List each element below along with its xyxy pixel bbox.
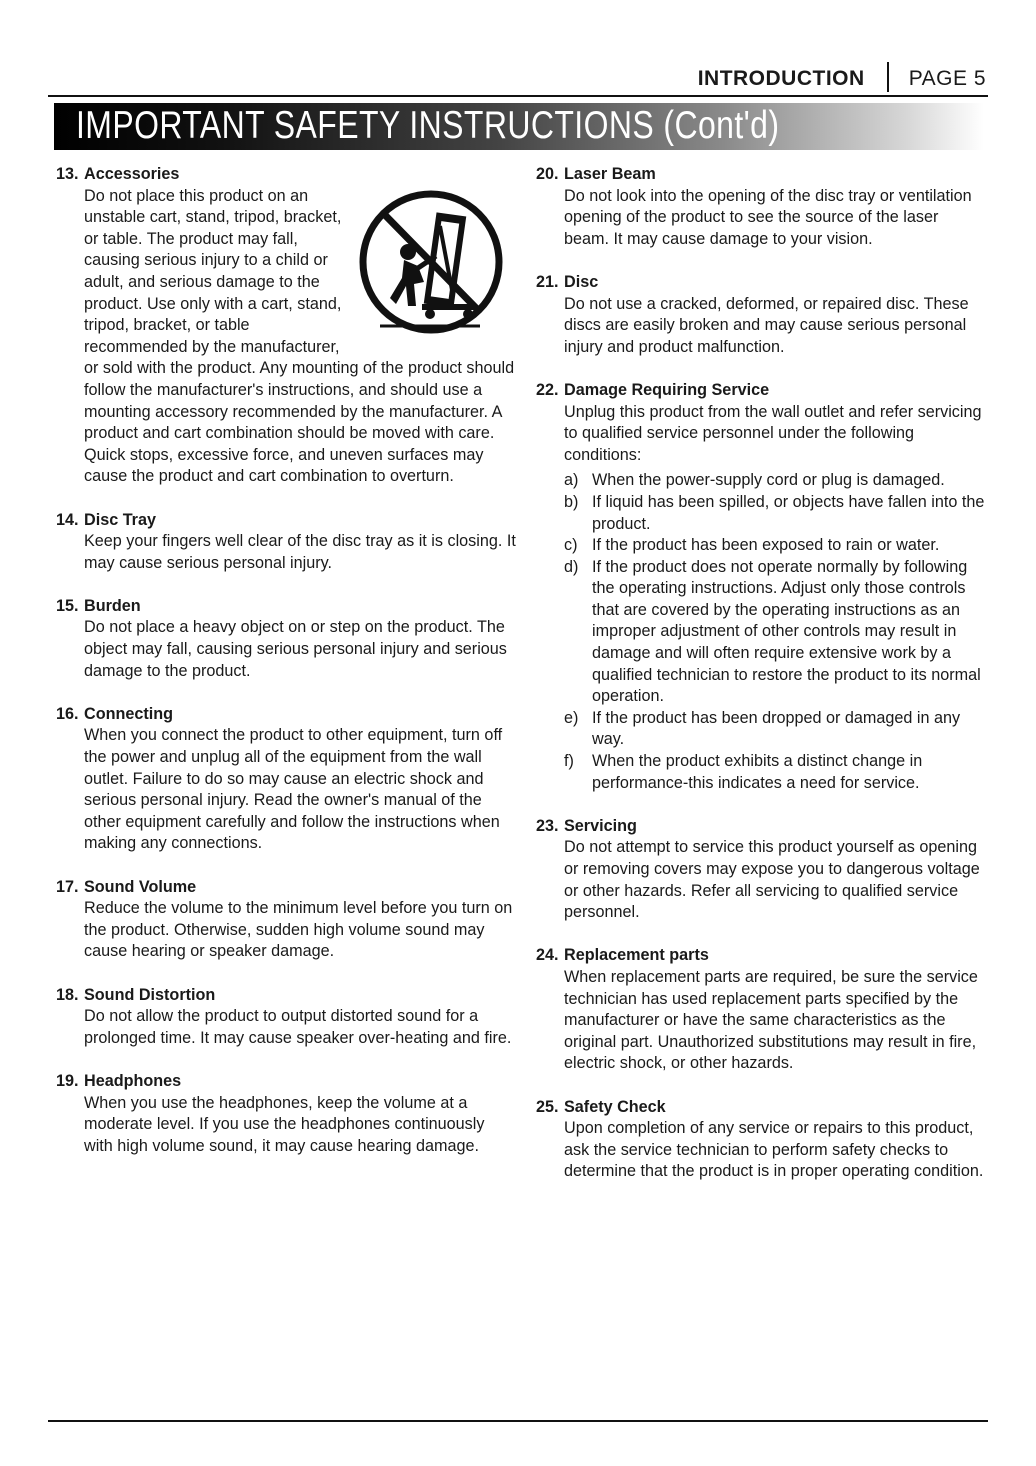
condition-letter: d) <box>564 557 579 576</box>
item-title: Connecting <box>84 704 174 723</box>
item-number: 25. <box>536 1097 559 1116</box>
condition-item <box>564 751 986 794</box>
item-body: Reduce the volume to the minimum level before you turn on the product. Otherwise, sudden high volume sound may cause hearing or speaker damage. <box>84 899 513 961</box>
item-25 <box>536 1097 986 1183</box>
condition-item <box>564 708 986 751</box>
item-13 <box>56 164 516 488</box>
condition-text: When the product exhibits a distinct change in performance-this indicates a need for service. <box>592 752 923 792</box>
item-body: Do not use a cracked, deformed, or repaired disc. These discs are easily broken and may cause serious personal injury and product malfunction. <box>564 294 969 356</box>
item-17 <box>56 877 516 963</box>
condition-item <box>564 557 986 708</box>
item-22 <box>536 380 986 794</box>
item-16 <box>56 704 516 855</box>
condition-letter: c) <box>564 536 578 555</box>
condition-letter: e) <box>564 708 579 727</box>
header-divider <box>887 62 889 92</box>
condition-letter: f) <box>564 752 574 771</box>
item-number: 21. <box>536 272 559 291</box>
condition-letter: b) <box>564 492 579 511</box>
item-body: Do not place this product on an unstable cart, stand, tripod, bracket, or table. The product may fall, causing serious injury to a child or adult, and serious damage to the product. Use only with a cart, stand, tripod, bracket, or table recommended by the manufacturer, or sold with the product. Any mounting of the product should follow the manufacturer's instructions, and should use a mounting accessory recommended by the manufacturer. A product and cart combination should be moved with care. Quick stops, excessive force, and uneven surfaces may cause the product and cart combination to overturn. <box>84 186 515 486</box>
item-title: Accessories <box>84 165 180 183</box>
item-title: Replacement parts <box>564 946 709 965</box>
item-23 <box>536 816 986 924</box>
condition-item <box>564 535 986 557</box>
cart-warning-icon <box>356 186 506 338</box>
condition-text: If the product has been dropped or damaged in any way. <box>592 708 961 749</box>
item-body: When you use the headphones, keep the volume at a moderate level. If you use the headphones continuously with high volume sound, it may cause hearing damage. <box>84 1093 485 1155</box>
item-18 <box>56 985 516 1050</box>
item-body: Do not allow the product to output distorted sound for a prolonged time. It may cause speaker over-heating and fire. <box>84 1007 512 1047</box>
item-title: Headphones <box>84 1071 182 1090</box>
condition-text: If the product has been exposed to rain or water. <box>592 536 940 555</box>
item-number: 16. <box>56 704 79 723</box>
item-body: Keep your fingers well clear of the disc tray as it is closing. It may cause serious personal injury. <box>84 532 516 572</box>
item-title: Disc <box>564 272 599 291</box>
top-rule <box>48 95 988 97</box>
item-21 <box>536 272 986 358</box>
item-title: Disc Tray <box>84 510 156 529</box>
condition-text: If the product does not operate normally by following the operating instructions. Adjust only those controls that are covered by the operating instructions as an improper adjustment of other controls may result in damage and will often require extensive work by a qualified technician to restore the product to its normal operation. <box>592 557 981 706</box>
item-number: 19. <box>56 1071 79 1090</box>
condition-letter: a) <box>564 471 579 490</box>
item-15 <box>56 596 516 682</box>
item-number: 17. <box>56 877 79 896</box>
item-number: 13. <box>56 165 79 183</box>
condition-text: If liquid has been spilled, or objects have fallen into the product. <box>592 492 985 533</box>
item-number: 20. <box>536 165 559 183</box>
item-title: Laser Beam <box>564 165 656 183</box>
item-title: Damage Requiring Service <box>564 380 770 399</box>
item-number: 18. <box>56 985 79 1004</box>
conditions-list <box>564 470 986 794</box>
item-body: When you connect the product to other equipment, turn off the power and unplug all of the equipment from the wall outlet. Failure to do so may cause an electric shock and serious personal injury. Read the owner's manual of the other equipment carefully and follow the instructions when making any connections. <box>84 726 503 853</box>
item-body: When replacement parts are required, be sure the service technician has used replacement parts specified by the manufacturer or have the same characteristics as the original part. Unauthorized substitutions may result in fire, electric shock, or other hazards. <box>564 967 978 1073</box>
item-24 <box>536 945 986 1075</box>
item-body: Do not look into the opening of the disc tray or ventilation opening of the product to see the source of the laser beam. It may cause damage to your vision. <box>564 186 972 248</box>
item-body: Do not attempt to service this product yourself as opening or removing covers may expose you to dangerous voltage or other hazards. Refer all servicing to qualified service personnel. <box>564 838 980 922</box>
condition-item <box>564 470 986 492</box>
item-number: 23. <box>536 816 559 835</box>
page-header <box>698 62 986 92</box>
item-number: 15. <box>56 596 79 615</box>
item-14 <box>56 510 516 575</box>
item-body: Unplug this product from the wall outlet and refer servicing to qualified service personnel under the following conditions: <box>564 402 982 464</box>
bottom-rule <box>48 1420 988 1422</box>
condition-item <box>564 492 986 535</box>
item-number: 22. <box>536 380 559 399</box>
left-column <box>56 164 516 1179</box>
section-title: INTRODUCTION <box>697 67 865 90</box>
item-title: Servicing <box>564 816 637 835</box>
item-title: Safety Check <box>564 1097 666 1116</box>
item-title: Burden <box>84 596 141 615</box>
item-body: Upon completion of any service or repairs to this product, ask the service technician to perform safety checks to determine that the product is in proper operating condition. <box>564 1119 984 1181</box>
item-title: Sound Volume <box>84 877 197 896</box>
banner-title: IMPORTANT SAFETY INSTRUCTIONS (Cont'd) <box>76 104 780 147</box>
item-title: Sound Distortion <box>84 985 216 1004</box>
page-number: PAGE 5 <box>908 67 986 90</box>
item-number: 14. <box>56 510 79 529</box>
right-column <box>536 164 986 1205</box>
item-19 <box>56 1071 516 1157</box>
item-number: 24. <box>536 946 559 965</box>
item-body: Do not place a heavy object on or step on the product. The object may fall, causing serious personal injury and serious damage to the product. <box>84 618 507 680</box>
item-20 <box>536 164 986 250</box>
condition-text: When the power-supply cord or plug is damaged. <box>592 471 945 490</box>
